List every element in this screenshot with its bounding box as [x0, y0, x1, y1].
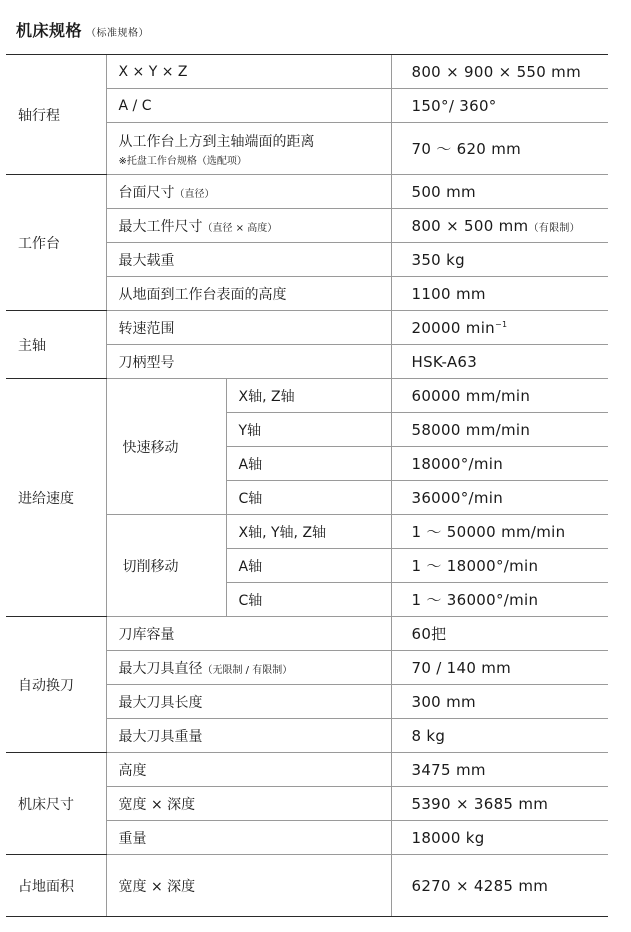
spec-value: 18000 kg [391, 821, 608, 855]
table-row [6, 311, 608, 345]
spec-item: 最大刀具重量 [106, 719, 391, 753]
spec-value: 36000°/min [391, 481, 608, 515]
category-atc: 自动换刀 [6, 617, 106, 753]
title-text: 机床规格 [16, 21, 83, 40]
spec-item-cell [106, 123, 391, 175]
spec-value: 18000°/min [391, 447, 608, 481]
spec-value: 58000 mm/min [391, 413, 608, 447]
category-axis-travel: 轴行程 [6, 55, 106, 175]
spec-item-note: （无限制 / 有限制） [202, 664, 293, 676]
feed-axis: X轴, Y轴, Z轴 [226, 515, 391, 549]
title-subtitle: （标准规格） [86, 28, 150, 39]
spec-value: HSK-A63 [391, 345, 608, 379]
spec-item: 最大工件尺寸 [118, 218, 203, 235]
feed-axis: C轴 [226, 481, 391, 515]
spec-item: 最大刀具长度 [106, 685, 391, 719]
spec-item: X × Y × Z [106, 55, 391, 89]
spec-value: 150°/ 360° [391, 89, 608, 123]
spec-value: 350 kg [391, 243, 608, 277]
spec-value: 70 / 140 mm [391, 651, 608, 685]
spec-item: 宽度 × 深度 [106, 787, 391, 821]
spec-value: 1 ～ 36000°/min [391, 583, 608, 617]
spec-item: 高度 [106, 753, 391, 787]
table-row [6, 617, 608, 651]
spec-value: 500 mm [391, 175, 608, 209]
spec-value-cell [391, 311, 608, 345]
spec-item-cell [106, 209, 391, 243]
spec-value: 5390 × 3685 mm [391, 787, 608, 821]
feed-axis: A轴 [226, 549, 391, 583]
feed-cutting-label: 切削移动 [106, 515, 226, 617]
spec-value: 60把 [391, 617, 608, 651]
spec-item: 最大刀具直径 [118, 660, 203, 677]
spec-value-note: （有限制） [528, 222, 580, 234]
feed-rapid-label: 快速移动 [106, 379, 226, 515]
spec-item: 转速范围 [106, 311, 391, 345]
spec-item: A / C [106, 89, 391, 123]
category-table: 工作台 [6, 175, 106, 311]
spec-item-note: （直径 × 高度） [202, 222, 278, 234]
page-title [16, 18, 149, 41]
table-row [6, 379, 608, 413]
feed-axis: Y轴 [226, 413, 391, 447]
spec-item: 从工作台上方到主轴端面的距离 [118, 133, 315, 150]
feed-axis: C轴 [226, 583, 391, 617]
feed-axis: A轴 [226, 447, 391, 481]
spec-value: 3475 mm [391, 753, 608, 787]
spec-value: 70 ～ 620 mm [391, 123, 608, 175]
spec-note: ※托盘工作台规格（选配项） [118, 155, 247, 167]
spec-value: 20000 min [411, 318, 495, 337]
feed-axis: X轴, Z轴 [226, 379, 391, 413]
spec-item: 刀柄型号 [106, 345, 391, 379]
table-row [6, 753, 608, 787]
spec-value-cell [391, 209, 608, 243]
table-row [6, 175, 608, 209]
spec-item: 最大载重 [106, 243, 391, 277]
spec-item-cell [106, 175, 391, 209]
table-row [6, 55, 608, 89]
spec-value: 800 × 900 × 550 mm [391, 55, 608, 89]
spec-item: 从地面到工作台表面的高度 [106, 277, 391, 311]
spec-value: 800 × 500 mm [411, 216, 529, 235]
category-feed: 进给速度 [6, 379, 106, 617]
spec-item: 重量 [106, 821, 391, 855]
spec-item: 台面尺寸 [118, 184, 175, 201]
category-spindle: 主轴 [6, 311, 106, 379]
spec-value: 300 mm [391, 685, 608, 719]
spec-item-note: （直径） [174, 188, 215, 200]
spec-value: 60000 mm/min [391, 379, 608, 413]
spec-value: 1 ～ 50000 mm/min [391, 515, 608, 549]
spec-value-exponent: −1 [494, 319, 508, 329]
spec-item: 刀库容量 [106, 617, 391, 651]
spec-item: 宽度 × 深度 [106, 855, 391, 917]
spec-value: 1100 mm [391, 277, 608, 311]
category-machine-size: 机床尺寸 [6, 753, 106, 855]
table-row [6, 855, 608, 917]
spec-value: 1 ～ 18000°/min [391, 549, 608, 583]
spec-value: 8 kg [391, 719, 608, 753]
spec-table [6, 54, 608, 917]
spec-value: 6270 × 4285 mm [391, 855, 608, 917]
spec-item-cell [106, 651, 391, 685]
category-footprint: 占地面积 [6, 855, 106, 917]
